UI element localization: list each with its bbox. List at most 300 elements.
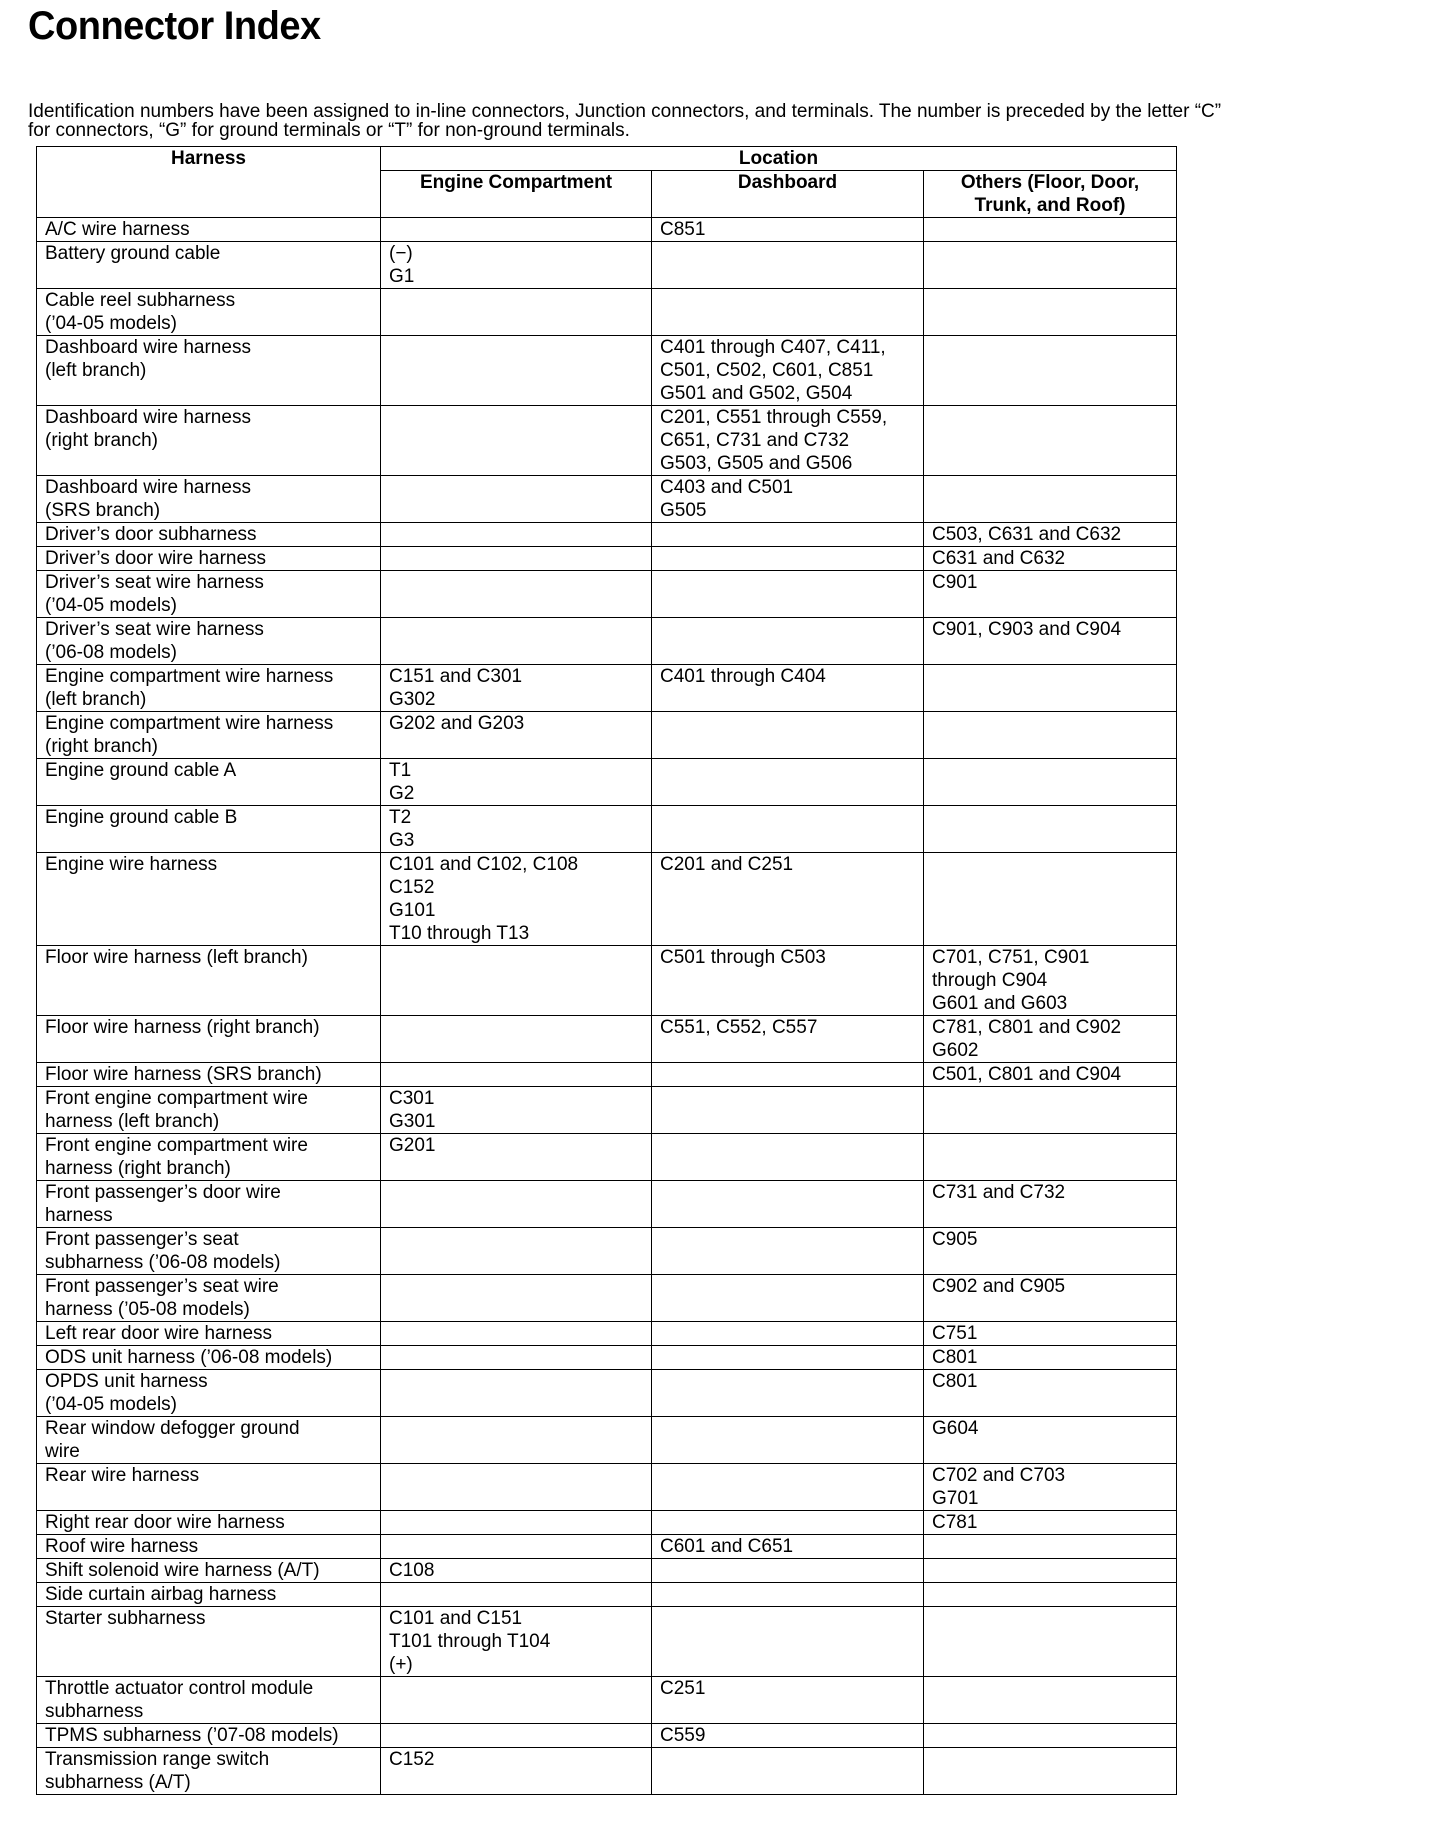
cell-line: A/C wire harness	[45, 219, 190, 240]
cell-line: Driver’s door subharness	[45, 524, 257, 545]
cell-line: C781, C801 and C902	[932, 1017, 1122, 1038]
cell-line: Side curtain airbag harness	[45, 1584, 277, 1605]
page-title: Connector Index	[28, 4, 321, 48]
cell-line: Cable reel subharness	[45, 290, 236, 311]
engine-compartment-cell	[381, 1535, 652, 1559]
engine-compartment-cell	[381, 476, 652, 523]
cell-line: Dashboard wire harness	[45, 477, 251, 498]
cell-line: C901, C903 and C904	[932, 619, 1122, 640]
others-cell	[924, 1535, 1177, 1559]
dashboard-cell	[652, 289, 924, 336]
cell-line: C501, C502, C601, C851	[660, 360, 874, 381]
table-row	[37, 1559, 1177, 1583]
cell-line: C559	[660, 1725, 706, 1746]
table-row	[37, 853, 1177, 946]
cell-line: TPMS subharness (’07-08 models)	[45, 1725, 339, 1746]
harness-cell	[37, 1087, 381, 1134]
engine-compartment-cell	[381, 547, 652, 571]
engine-compartment-cell	[381, 1322, 652, 1346]
cell-line: C701, C751, C901	[932, 947, 1090, 968]
cell-line: Front engine compartment wire	[45, 1135, 308, 1156]
harness-cell	[37, 1511, 381, 1535]
engine-compartment-cell	[381, 1016, 652, 1063]
cell-line: Right rear door wire harness	[45, 1512, 285, 1533]
table-row	[37, 1181, 1177, 1228]
cell-line: Driver’s door wire harness	[45, 548, 267, 569]
table-row	[37, 1134, 1177, 1181]
harness-cell	[37, 289, 381, 336]
others-cell	[924, 759, 1177, 806]
harness-cell	[37, 1677, 381, 1724]
others-cell	[924, 946, 1177, 1016]
table-row	[37, 1535, 1177, 1559]
cell-line: Starter subharness	[45, 1608, 206, 1629]
harness-cell	[37, 1417, 381, 1464]
dashboard-cell	[652, 547, 924, 571]
cell-line: C801	[932, 1371, 978, 1392]
engine-compartment-cell	[381, 1559, 652, 1583]
dashboard-cell	[652, 336, 924, 406]
cell-line: T10 through T13	[389, 923, 530, 944]
harness-cell	[37, 1134, 381, 1181]
others-cell	[924, 1134, 1177, 1181]
dashboard-cell	[652, 1417, 924, 1464]
engine-compartment-cell	[381, 618, 652, 665]
table-row	[37, 1346, 1177, 1370]
cell-line: harness (’05-08 models)	[45, 1299, 250, 1320]
cell-line: (SRS branch)	[45, 500, 161, 521]
harness-cell	[37, 1346, 381, 1370]
harness-cell	[37, 712, 381, 759]
cell-line: Rear window defogger ground	[45, 1418, 300, 1439]
engine-compartment-cell	[381, 1417, 652, 1464]
cell-line: Throttle actuator control module	[45, 1678, 314, 1699]
dashboard-cell	[652, 406, 924, 476]
cell-line: T101 through T104	[389, 1631, 551, 1652]
dashboard-cell	[652, 759, 924, 806]
others-cell	[924, 1181, 1177, 1228]
table-row	[37, 1464, 1177, 1511]
cell-line: G604	[932, 1418, 979, 1439]
harness-cell	[37, 547, 381, 571]
cell-line: (−)	[389, 243, 413, 264]
harness-cell	[37, 1016, 381, 1063]
dashboard-cell	[652, 665, 924, 712]
cell-line: Driver’s seat wire harness	[45, 572, 264, 593]
table-row	[37, 1724, 1177, 1748]
table-row	[37, 547, 1177, 571]
others-cell	[924, 571, 1177, 618]
cell-line: Engine ground cable A	[45, 760, 237, 781]
others-cell	[924, 336, 1177, 406]
others-cell	[924, 218, 1177, 242]
cell-line: G101	[389, 900, 436, 921]
others-cell	[924, 523, 1177, 547]
table-row	[37, 1087, 1177, 1134]
cell-line: subharness	[45, 1701, 144, 1722]
engine-compartment-cell	[381, 1677, 652, 1724]
table-row	[37, 1322, 1177, 1346]
table-row	[37, 1275, 1177, 1322]
harness-cell	[37, 336, 381, 406]
intro-line: Identification numbers have been assigned to in-line connectors, Junction connectors, and terminals. The number is preceded by the letter “C”	[28, 101, 1222, 122]
harness-cell	[37, 946, 381, 1016]
cell-line: Front passenger’s seat wire	[45, 1276, 279, 1297]
others-cell	[924, 1322, 1177, 1346]
cell-line: G3	[389, 830, 415, 851]
cell-line: C152	[389, 877, 435, 898]
cell-line: C601 and C651	[660, 1536, 794, 1557]
cell-line: Left rear door wire harness	[45, 1323, 273, 1344]
harness-cell	[37, 1464, 381, 1511]
cell-line: G202 and G203	[389, 713, 525, 734]
cell-line: (right branch)	[45, 736, 158, 757]
others-cell	[924, 1228, 1177, 1275]
table-row	[37, 289, 1177, 336]
dashboard-cell	[652, 1275, 924, 1322]
dashboard-cell	[652, 218, 924, 242]
cell-line: G601 and G603	[932, 993, 1068, 1014]
others-cell	[924, 853, 1177, 946]
dashboard-cell	[652, 1511, 924, 1535]
dashboard-cell	[652, 1181, 924, 1228]
harness-cell	[37, 1370, 381, 1417]
harness-cell	[37, 1748, 381, 1795]
others-cell	[924, 1748, 1177, 1795]
cell-line: G301	[389, 1111, 436, 1132]
cell-line: C631 and C632	[932, 548, 1066, 569]
harness-cell	[37, 571, 381, 618]
cell-line: Front passenger’s seat	[45, 1229, 239, 1250]
table-row	[37, 946, 1177, 1016]
others-cell	[924, 1724, 1177, 1748]
engine-compartment-cell	[381, 289, 652, 336]
engine-compartment-cell	[381, 1346, 652, 1370]
dashboard-cell	[652, 1346, 924, 1370]
cell-line: C201 and C251	[660, 854, 794, 875]
cell-line: Front passenger’s door wire	[45, 1182, 281, 1203]
dashboard-cell	[652, 242, 924, 289]
cell-line: Engine ground cable B	[45, 807, 238, 828]
dashboard-cell	[652, 1724, 924, 1748]
engine-compartment-cell	[381, 242, 652, 289]
engine-compartment-cell	[381, 1181, 652, 1228]
dashboard-cell	[652, 618, 924, 665]
table-row	[37, 523, 1177, 547]
dashboard-header: Dashboard	[652, 171, 924, 218]
table-row	[37, 1417, 1177, 1464]
others-cell	[924, 1087, 1177, 1134]
cell-line: T1	[389, 760, 412, 781]
cell-line: harness	[45, 1205, 113, 1226]
others-cell	[924, 1346, 1177, 1370]
dashboard-cell	[652, 1087, 924, 1134]
dashboard-cell	[652, 946, 924, 1016]
engine-compartment-cell	[381, 1063, 652, 1087]
cell-line: Transmission range switch	[45, 1749, 270, 1770]
cell-line: Floor wire harness (SRS branch)	[45, 1064, 322, 1085]
engine-compartment-cell	[381, 1607, 652, 1677]
cell-line: (right branch)	[45, 430, 158, 451]
intro-paragraph	[28, 102, 1408, 140]
cell-line: G701	[932, 1488, 979, 1509]
connector-index-table	[36, 146, 1177, 1795]
cell-line: Shift solenoid wire harness (A/T)	[45, 1560, 320, 1581]
table-row	[37, 218, 1177, 242]
cell-line: (left branch)	[45, 689, 147, 710]
cell-line: C651, C731 and C732	[660, 430, 850, 451]
engine-compartment-cell	[381, 1370, 652, 1417]
table-row	[37, 1016, 1177, 1063]
cell-line: Rear wire harness	[45, 1465, 200, 1486]
harness-cell	[37, 1228, 381, 1275]
dashboard-cell	[652, 712, 924, 759]
cell-line: (+)	[389, 1654, 413, 1675]
table-row	[37, 618, 1177, 665]
harness-cell	[37, 1063, 381, 1087]
others-cell	[924, 618, 1177, 665]
dashboard-cell	[652, 1607, 924, 1677]
others-cell	[924, 1464, 1177, 1511]
harness-cell	[37, 242, 381, 289]
table-body	[37, 218, 1177, 1795]
engine-compartment-cell	[381, 1511, 652, 1535]
engine-compartment-cell	[381, 523, 652, 547]
others-cell	[924, 1559, 1177, 1583]
cell-line: C201, C551 through C559,	[660, 407, 888, 428]
cell-line: C902 and C905	[932, 1276, 1066, 1297]
cell-line: C401 through C407, C411,	[660, 337, 886, 358]
others-cell	[924, 712, 1177, 759]
engine-compartment-cell	[381, 1583, 652, 1607]
cell-line: Dashboard wire harness	[45, 407, 251, 428]
cell-line: harness (right branch)	[45, 1158, 231, 1179]
engine-compartment-header: Engine Compartment	[381, 171, 652, 218]
others-cell	[924, 665, 1177, 712]
cell-line: Roof wire harness	[45, 1536, 199, 1557]
harness-cell	[37, 1724, 381, 1748]
table-row	[37, 336, 1177, 406]
cell-line: C702 and C703	[932, 1465, 1066, 1486]
harness-cell	[37, 523, 381, 547]
table-row	[37, 242, 1177, 289]
others-cell	[924, 1275, 1177, 1322]
dashboard-cell	[652, 1748, 924, 1795]
location-group-header: Location	[381, 147, 1177, 171]
dashboard-cell	[652, 1535, 924, 1559]
cell-line: harness (left branch)	[45, 1111, 220, 1132]
cell-line: Floor wire harness (right branch)	[45, 1017, 320, 1038]
harness-cell	[37, 1322, 381, 1346]
cell-line: C801	[932, 1347, 978, 1368]
intro-line: for connectors, “G” for ground terminals or “T” for non-ground terminals.	[28, 120, 630, 141]
harness-column-header: Harness	[37, 147, 381, 218]
engine-compartment-cell	[381, 712, 652, 759]
cell-line: (’04-05 models)	[45, 595, 177, 616]
engine-compartment-cell	[381, 853, 652, 946]
others-cell	[924, 1417, 1177, 1464]
harness-cell	[37, 1275, 381, 1322]
cell-line: (’04-05 models)	[45, 313, 177, 334]
others-cell	[924, 806, 1177, 853]
dashboard-cell	[652, 1228, 924, 1275]
cell-line: C251	[660, 1678, 706, 1699]
table-row	[37, 1228, 1177, 1275]
cell-line: (’06-08 models)	[45, 642, 177, 663]
dashboard-cell	[652, 1677, 924, 1724]
engine-compartment-cell	[381, 1087, 652, 1134]
cell-line: G302	[389, 689, 436, 710]
cell-line: (’04-05 models)	[45, 1394, 177, 1415]
cell-line: Battery ground cable	[45, 243, 221, 264]
dashboard-cell	[652, 1370, 924, 1417]
cell-line: Front engine compartment wire	[45, 1088, 308, 1109]
dashboard-cell	[652, 476, 924, 523]
cell-line: C501, C801 and C904	[932, 1064, 1122, 1085]
cell-line: subharness (A/T)	[45, 1772, 191, 1793]
cell-line: C301	[389, 1088, 435, 1109]
cell-line: G2	[389, 783, 415, 804]
others-cell	[924, 1583, 1177, 1607]
cell-line: C401 through C404	[660, 666, 826, 687]
harness-cell	[37, 1181, 381, 1228]
harness-cell	[37, 476, 381, 523]
dashboard-cell	[652, 1063, 924, 1087]
cell-line: G503, G505 and G506	[660, 453, 853, 474]
table-row	[37, 1511, 1177, 1535]
table-row	[37, 806, 1177, 853]
table-row	[37, 665, 1177, 712]
harness-cell	[37, 1583, 381, 1607]
cell-line: T2	[389, 807, 412, 828]
cell-line: C403 and C501	[660, 477, 794, 498]
cell-line: G201	[389, 1135, 436, 1156]
others-cell	[924, 476, 1177, 523]
others-header: Others (Floor, Door, Trunk, and Roof)	[924, 171, 1177, 218]
cell-line: Engine compartment wire harness	[45, 713, 334, 734]
cell-line: C851	[660, 219, 706, 240]
cell-line: (left branch)	[45, 360, 147, 381]
cell-line: G501 and G502, G504	[660, 383, 853, 404]
dashboard-cell	[652, 1016, 924, 1063]
cell-line: through C904	[932, 970, 1048, 991]
harness-cell	[37, 618, 381, 665]
harness-cell	[37, 406, 381, 476]
others-cell	[924, 1607, 1177, 1677]
cell-line: C503, C631 and C632	[932, 524, 1122, 545]
table-row	[37, 1748, 1177, 1795]
cell-line: subharness (’06-08 models)	[45, 1252, 281, 1273]
engine-compartment-cell	[381, 1724, 652, 1748]
engine-compartment-cell	[381, 1748, 652, 1795]
harness-cell	[37, 1607, 381, 1677]
table-row	[37, 1607, 1177, 1677]
harness-cell	[37, 759, 381, 806]
table-row	[37, 1677, 1177, 1724]
cell-line: C152	[389, 1749, 435, 1770]
cell-line: OPDS unit harness	[45, 1371, 208, 1392]
table-row	[37, 406, 1177, 476]
cell-line: C905	[932, 1229, 978, 1250]
cell-line: Engine wire harness	[45, 854, 218, 875]
table-row	[37, 1370, 1177, 1417]
engine-compartment-cell	[381, 946, 652, 1016]
engine-compartment-cell	[381, 336, 652, 406]
others-cell	[924, 1063, 1177, 1087]
engine-compartment-cell	[381, 1275, 652, 1322]
table-row	[37, 759, 1177, 806]
cell-line: wire	[45, 1441, 80, 1462]
harness-cell	[37, 218, 381, 242]
cell-line: Floor wire harness (left branch)	[45, 947, 308, 968]
engine-compartment-cell	[381, 1228, 652, 1275]
cell-line: C751	[932, 1323, 978, 1344]
dashboard-cell	[652, 1134, 924, 1181]
dashboard-cell	[652, 1583, 924, 1607]
others-cell	[924, 1016, 1177, 1063]
harness-cell	[37, 806, 381, 853]
engine-compartment-cell	[381, 806, 652, 853]
table-row	[37, 1063, 1177, 1087]
cell-line: C781	[932, 1512, 978, 1533]
engine-compartment-cell	[381, 406, 652, 476]
cell-line: G602	[932, 1040, 979, 1061]
others-cell	[924, 1511, 1177, 1535]
harness-cell	[37, 1535, 381, 1559]
harness-cell	[37, 1559, 381, 1583]
dashboard-cell	[652, 523, 924, 547]
table-row	[37, 712, 1177, 759]
cell-line: C151 and C301	[389, 666, 523, 687]
harness-cell	[37, 853, 381, 946]
cell-line: C901	[932, 572, 978, 593]
cell-line: C101 and C151	[389, 1608, 523, 1629]
dashboard-cell	[652, 1322, 924, 1346]
engine-compartment-cell	[381, 1464, 652, 1511]
dashboard-cell	[652, 806, 924, 853]
cell-line: G1	[389, 266, 415, 287]
table-row	[37, 476, 1177, 523]
others-cell	[924, 547, 1177, 571]
dashboard-cell	[652, 853, 924, 946]
cell-line: C101 and C102, C108	[389, 854, 579, 875]
engine-compartment-cell	[381, 1134, 652, 1181]
dashboard-cell	[652, 1559, 924, 1583]
cell-line: C551, C552, C557	[660, 1017, 818, 1038]
table-row	[37, 1583, 1177, 1607]
cell-line: C108	[389, 1560, 435, 1581]
cell-line: Driver’s seat wire harness	[45, 619, 264, 640]
engine-compartment-cell	[381, 665, 652, 712]
others-cell	[924, 406, 1177, 476]
cell-line: C501 through C503	[660, 947, 826, 968]
others-cell	[924, 242, 1177, 289]
others-cell	[924, 1677, 1177, 1724]
dashboard-cell	[652, 1464, 924, 1511]
harness-cell	[37, 665, 381, 712]
engine-compartment-cell	[381, 759, 652, 806]
cell-line: Engine compartment wire harness	[45, 666, 334, 687]
cell-line: C731 and C732	[932, 1182, 1066, 1203]
cell-line: Dashboard wire harness	[45, 337, 251, 358]
engine-compartment-cell	[381, 218, 652, 242]
others-cell	[924, 1370, 1177, 1417]
dashboard-cell	[652, 571, 924, 618]
cell-line: G505	[660, 500, 707, 521]
cell-line: ODS unit harness (’06-08 models)	[45, 1347, 333, 1368]
others-cell	[924, 289, 1177, 336]
engine-compartment-cell	[381, 571, 652, 618]
